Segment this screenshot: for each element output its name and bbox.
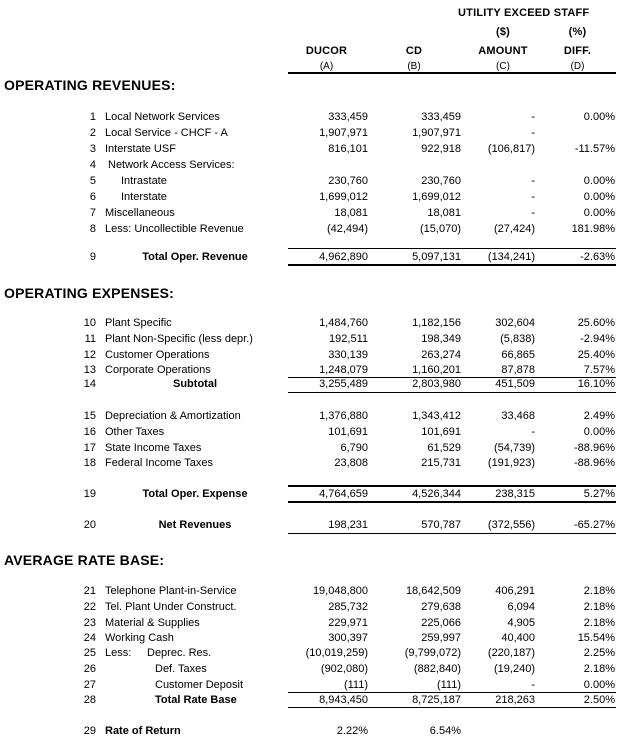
- row-label: Intrastate: [121, 175, 167, 187]
- value-amount: 218,263: [495, 694, 535, 706]
- value-ducor: 229,971: [328, 617, 368, 629]
- value-amount: 406,291: [495, 585, 535, 597]
- value-amount: (19,240): [494, 663, 535, 675]
- line-number: 7: [89, 207, 96, 219]
- value-cd: 198,349: [421, 333, 461, 345]
- value-diff: 0.00%: [583, 175, 615, 187]
- row-label: Network Access Services:: [108, 159, 235, 171]
- line-number: 5: [89, 175, 96, 187]
- value-ducor: (902,080): [320, 663, 368, 675]
- value-diff: 25.40%: [577, 349, 615, 361]
- value-amount: -: [531, 207, 535, 219]
- row-label: Customer Deposit: [155, 679, 244, 691]
- column-header-diff: DIFF.: [563, 45, 592, 57]
- column-header-ducor: DUCOR: [305, 45, 348, 57]
- value-ducor: 19,048,800: [312, 585, 368, 597]
- value-cd: 333,459: [421, 111, 461, 123]
- value-cd: 279,638: [421, 601, 461, 613]
- rule: [288, 533, 616, 534]
- table-row: [0, 159, 622, 175]
- value-cd: (9,799,072): [404, 647, 461, 659]
- value-cd: 263,274: [421, 349, 461, 361]
- value-ducor: 4,962,890: [319, 251, 368, 263]
- line-number: 8: [89, 223, 96, 235]
- header-unit-amount: ($): [495, 26, 511, 38]
- table-row: [0, 127, 622, 143]
- table-row: [0, 349, 622, 365]
- row-label: Telephone Plant-in-Service: [105, 585, 237, 597]
- table-row: [0, 647, 622, 663]
- line-number: 11: [84, 333, 96, 345]
- table-row: [0, 617, 622, 633]
- value-amount: 40,400: [501, 632, 535, 644]
- value-cd: 2,803,980: [412, 378, 461, 390]
- line-number: 22: [83, 601, 96, 613]
- value-diff: 25.60%: [577, 317, 615, 329]
- row-label: Rate of Return: [105, 725, 181, 737]
- value-diff: -88.96%: [574, 457, 615, 469]
- column-code-d: (D): [570, 61, 585, 72]
- value-diff: 7.57%: [583, 364, 615, 376]
- value-diff: -2.63%: [580, 251, 615, 263]
- header-unit-diff: (%): [568, 26, 587, 38]
- value-ducor: 1,484,760: [319, 317, 368, 329]
- value-ducor: (111): [343, 679, 368, 691]
- value-ducor: 300,397: [328, 632, 368, 644]
- value-ducor: 1,699,012: [319, 191, 368, 203]
- line-number: 28: [83, 694, 96, 706]
- table-row: [0, 223, 622, 239]
- value-amount: 4,905: [507, 617, 535, 629]
- row-label: Total Oper. Expense: [142, 488, 248, 500]
- double-rule: [288, 501, 616, 503]
- value-cd: 570,787: [421, 519, 461, 531]
- row-label: Corporate Operations: [105, 364, 211, 376]
- value-cd: 225,066: [421, 617, 461, 629]
- value-amount: (134,241): [487, 251, 535, 263]
- value-diff: 15.54%: [577, 632, 615, 644]
- line-number: 2: [89, 127, 96, 139]
- value-ducor: 2.22%: [336, 725, 368, 737]
- value-amount: 87,878: [501, 364, 535, 376]
- value-cd: 1,907,971: [412, 127, 461, 139]
- value-diff: 0.00%: [583, 207, 615, 219]
- line-number: 29: [83, 725, 96, 737]
- value-diff: 5.27%: [583, 488, 615, 500]
- value-ducor: 198,231: [328, 519, 368, 531]
- value-cd: 1,182,156: [412, 317, 461, 329]
- column-code-a: (A): [319, 61, 334, 72]
- value-cd: 6.54%: [429, 725, 461, 737]
- row-label: Total Rate Base: [155, 694, 237, 706]
- value-ducor: (10,019,259): [305, 647, 368, 659]
- value-diff: 2.50%: [583, 694, 615, 706]
- value-cd: 230,760: [421, 175, 461, 187]
- value-ducor: 8,943,450: [319, 694, 368, 706]
- column-code-c: (C): [496, 61, 510, 72]
- value-cd: (882,840): [413, 663, 461, 675]
- value-amount: -: [531, 426, 535, 438]
- rule: [288, 485, 616, 487]
- row-label: Depreciation & Amortization: [105, 410, 241, 422]
- line-number: 4: [89, 159, 96, 171]
- value-cd: 1,160,201: [412, 364, 461, 376]
- line-number: 6: [89, 191, 96, 203]
- row-label: Local Service - CHCF - A: [105, 127, 228, 139]
- line-number: 20: [83, 519, 96, 531]
- value-cd: 259,997: [421, 632, 461, 644]
- value-ducor: 285,732: [328, 601, 368, 613]
- line-number: 10: [83, 317, 96, 329]
- line-number: 18: [83, 457, 96, 469]
- row-label: Miscellaneous: [105, 207, 175, 219]
- value-diff: -65.27%: [574, 519, 615, 531]
- line-number: 13: [83, 364, 96, 376]
- value-cd: 101,691: [421, 426, 461, 438]
- table-row: [0, 207, 622, 223]
- value-cd: 18,081: [427, 207, 461, 219]
- value-ducor: 230,760: [328, 175, 368, 187]
- row-label: Plant Non-Specific (less depr.): [105, 333, 253, 345]
- value-ducor: 101,691: [328, 426, 368, 438]
- line-number: 3: [89, 143, 96, 155]
- table-row: [0, 632, 622, 648]
- value-diff: -88.96%: [574, 442, 615, 454]
- line-number: 15: [83, 410, 96, 422]
- row-label: Subtotal: [173, 378, 217, 390]
- section-heading-operating-revenues: OPERATING REVENUES:: [4, 77, 176, 93]
- column-header-cd: CD: [405, 45, 423, 57]
- section-heading-operating-expenses: OPERATING EXPENSES:: [4, 285, 175, 301]
- line-number: 17: [83, 442, 96, 454]
- line-number: 16: [83, 426, 96, 438]
- rule: [288, 692, 616, 693]
- value-amount: 451,509: [495, 378, 535, 390]
- value-cd: 4,526,344: [412, 488, 461, 500]
- value-ducor: 4,764,659: [319, 488, 368, 500]
- line-number: 27: [83, 679, 96, 691]
- value-ducor: 18,081: [334, 207, 368, 219]
- line-number: 1: [89, 111, 96, 123]
- value-cd: 61,529: [427, 442, 461, 454]
- value-amount: 33,468: [501, 410, 535, 422]
- value-diff: 2.18%: [583, 663, 615, 675]
- row-label: State Income Taxes: [105, 442, 202, 454]
- value-diff: -11.57%: [574, 143, 615, 155]
- table-row: [0, 585, 622, 601]
- value-amount: (54,739): [494, 442, 535, 454]
- value-diff: 2.25%: [583, 647, 615, 659]
- value-amount: -: [531, 191, 535, 203]
- table-row: [0, 725, 622, 741]
- table-row: [0, 333, 622, 349]
- row-prefix: Less:: [105, 647, 132, 659]
- row-label: Other Taxes: [105, 426, 165, 438]
- value-diff: -2.94%: [580, 333, 615, 345]
- value-ducor: 1,376,880: [319, 410, 368, 422]
- row-label: Working Cash: [105, 632, 174, 644]
- value-amount: (27,424): [494, 223, 535, 235]
- value-ducor: (42,494): [327, 223, 368, 235]
- table-row: [0, 442, 622, 458]
- value-diff: 2.49%: [583, 410, 615, 422]
- value-diff: 16.10%: [577, 378, 615, 390]
- line-number: 21: [83, 585, 96, 597]
- rule: [288, 707, 616, 708]
- table-row: [0, 663, 622, 679]
- value-amount: 302,604: [495, 317, 535, 329]
- value-amount: 238,315: [495, 488, 535, 500]
- rule: [288, 392, 616, 393]
- header-group-title: UTILITY EXCEED STAFF: [458, 7, 590, 19]
- value-ducor: 192,511: [329, 333, 368, 345]
- table-row: [0, 426, 622, 442]
- value-cd: (111): [436, 679, 461, 691]
- value-cd: (15,070): [420, 223, 461, 235]
- value-diff: 0.00%: [583, 679, 615, 691]
- table-row: [0, 457, 622, 473]
- row-label: Interstate: [121, 191, 167, 203]
- rule: [288, 248, 616, 249]
- row-label: Federal Income Taxes: [105, 457, 214, 469]
- value-ducor: 6,790: [340, 442, 368, 454]
- value-diff: 2.18%: [583, 585, 615, 597]
- value-amount: 6,094: [507, 601, 535, 613]
- value-ducor: 3,255,489: [319, 378, 368, 390]
- table-row: [0, 175, 622, 191]
- table-row: [0, 111, 622, 127]
- table-row: [0, 410, 622, 426]
- line-number: 14: [83, 378, 96, 390]
- value-ducor: 1,907,971: [319, 127, 368, 139]
- value-cd: 8,725,187: [412, 694, 461, 706]
- section-heading-average-rate-base: AVERAGE RATE BASE:: [4, 552, 165, 568]
- line-number: 19: [83, 488, 96, 500]
- value-cd: 1,699,012: [412, 191, 461, 203]
- value-ducor: 816,101: [328, 143, 368, 155]
- line-number: 24: [83, 632, 96, 644]
- line-number: 12: [83, 349, 96, 361]
- value-cd: 1,343,412: [412, 410, 461, 422]
- table-row: [0, 601, 622, 617]
- value-amount: (220,187): [487, 647, 535, 659]
- row-label: Interstate USF: [105, 143, 176, 155]
- line-number: 25: [83, 647, 96, 659]
- line-number: 9: [89, 251, 96, 263]
- value-amount: (372,556): [487, 519, 535, 531]
- value-ducor: 330,139: [328, 349, 368, 361]
- double-rule: [288, 264, 616, 266]
- row-label: Material & Supplies: [105, 617, 200, 629]
- value-diff: 181.98%: [571, 223, 615, 235]
- row-label: Def. Taxes: [155, 663, 207, 675]
- table-row: [0, 143, 622, 159]
- line-number: 26: [83, 663, 96, 675]
- value-cd: 5,097,131: [412, 251, 461, 263]
- value-amount: (106,817): [487, 143, 535, 155]
- row-label: Tel. Plant Under Construct.: [105, 601, 237, 613]
- header-rule: [288, 72, 616, 74]
- row-label: Net Revenues: [158, 519, 232, 531]
- value-diff: 0.00%: [583, 426, 615, 438]
- value-diff: 0.00%: [583, 111, 615, 123]
- value-amount: -: [531, 175, 535, 187]
- value-cd: 922,918: [421, 143, 461, 155]
- table-row: [0, 317, 622, 333]
- row-label: Less: Uncollectible Revenue: [105, 223, 244, 235]
- row-label: Customer Operations: [105, 349, 210, 361]
- value-amount: -: [531, 127, 535, 139]
- value-amount: -: [531, 111, 535, 123]
- value-diff: 2.18%: [583, 601, 615, 613]
- value-amount: -: [531, 679, 535, 691]
- value-cd: 18,642,509: [405, 585, 461, 597]
- table-row: [0, 191, 622, 207]
- value-ducor: 23,808: [334, 457, 368, 469]
- column-header-amount: AMOUNT: [478, 45, 528, 57]
- value-cd: 215,731: [421, 457, 461, 469]
- column-code-b: (B): [407, 61, 421, 72]
- value-amount: 66,865: [501, 349, 535, 361]
- value-amount: (191,923): [487, 457, 535, 469]
- value-ducor: 333,459: [328, 111, 368, 123]
- value-ducor: 1,248,079: [319, 364, 368, 376]
- row-label: Plant Specific: [105, 317, 172, 329]
- row-label: Total Oper. Revenue: [142, 251, 248, 263]
- row-label: Deprec. Res.: [147, 647, 212, 659]
- value-amount: (5,838): [500, 333, 535, 345]
- value-diff: 2.18%: [583, 617, 615, 629]
- row-label: Local Network Services: [105, 111, 220, 123]
- line-number: 23: [83, 617, 96, 629]
- value-diff: 0.00%: [583, 191, 615, 203]
